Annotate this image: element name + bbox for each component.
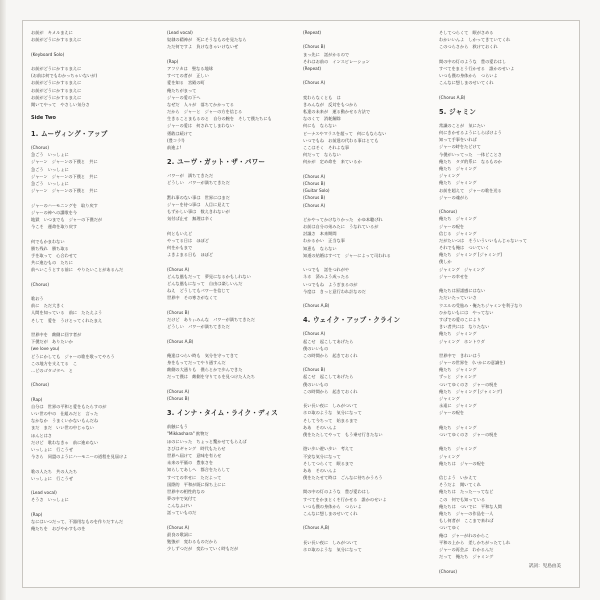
- lyric-line: 知道の結婚はすべて ジャーによって司われる: [303, 252, 391, 258]
- lyric-line: (Chorus A): [167, 524, 190, 530]
- lyric-line: どんな風もだって 夢見になるかもしれない: [167, 273, 251, 279]
- lyric-line: (Chorus): [31, 382, 49, 388]
- line-gap: [167, 223, 285, 230]
- lyric-line: だけど ありぃみんな パワーが満ちてきただ: [167, 316, 255, 322]
- line-gap: [31, 388, 149, 395]
- lyric-line: 僕しか: [439, 259, 452, 265]
- lyric-line: 急ごう いっしょに: [31, 152, 69, 158]
- line-gap: [439, 417, 557, 424]
- song-title: 3. インナ・タイム・ライク・ディス: [167, 409, 278, 418]
- lyric-line: ウエルの受胎み・俺たちジャミンを利子なり: [439, 302, 523, 308]
- lyric-line: どうしい パワーが満ちてきただ: [167, 324, 230, 330]
- line-gap: [303, 517, 421, 524]
- lyric-line: ジャーのハーモニングを 取り戻す: [31, 202, 98, 208]
- lyric-line: ここはそく それよな事: [303, 145, 350, 150]
- lyric-line: ひかないもには やってない: [439, 309, 494, 315]
- lyric-line: いつでも 話をつれがや: [303, 267, 350, 273]
- lyric-line: だがたいつは そういういいもんじゃないって: [439, 237, 527, 243]
- lyric-line: 俺たち ジャミング: [439, 424, 477, 430]
- lyrics-column-4: [439, 29, 557, 575]
- lyric-line: ついてゆく: [439, 525, 460, 531]
- lyric-line: お前がどうにかするまえに: [31, 37, 82, 43]
- lyric-line: そしてつらくて 眠がさめる: [439, 30, 494, 35]
- lyric-line: 何かが 定め命を 来ているか: [303, 159, 362, 165]
- lyric-line: 俺たち ジャミング: [439, 216, 477, 222]
- lyric-line: いい世の中の 仕組みだと 言った: [31, 411, 99, 416]
- lyric-line: 手を取って 心合わせて: [31, 252, 78, 258]
- lyric-line: 俺たち ジャミング: [439, 446, 477, 452]
- lyric-line: わかるかい 正当な事: [303, 238, 345, 244]
- lyric-line: お前がどうにかするまえに: [31, 94, 82, 100]
- lyric-line: 何でもかまわない: [31, 238, 65, 244]
- lyric-line: (Repeat): [303, 65, 322, 71]
- line-gap: [303, 166, 421, 173]
- lyric-line: 俺たちを おびやかすものを: [31, 526, 86, 531]
- lyric-line: そして 愛を うけとってくれたまえ: [31, 317, 103, 323]
- lyric-line: このつらさから 救けておくれ: [439, 44, 498, 50]
- lyric-line: 未来の平価の 豊家さを: [167, 460, 214, 466]
- lyric-line: すばでの愛のこにより: [439, 316, 481, 322]
- lyric-line: 身をもってだってやり通すんだ: [167, 360, 226, 366]
- lyric-line: ジャーの呪を: [439, 223, 465, 229]
- lyric-line: さびはギャング 時代もたらせ: [167, 445, 226, 451]
- lyric-line: お前がどうにかするまえに: [31, 80, 82, 86]
- lyric-line: なかなか うまくいかないもんだね: [31, 418, 99, 424]
- lyric-line: ジャーを待つ事は 人目に見えて: [167, 201, 230, 207]
- lyric-line: だけど 歌わなきゃ 前に進めない: [31, 439, 99, 445]
- lyric-line: 前に ただ大きく: [31, 303, 65, 309]
- song-title: 2. ユーヴ・ガット・ザ・パワー: [167, 158, 266, 167]
- lyric-line: 世界中の相性的なの: [167, 488, 205, 494]
- lyric-line: なにはいつだって、不器用なものを作りだすんだ: [31, 518, 124, 524]
- lyric-line: ねえ どうしてもパワーを信じて: [167, 288, 230, 294]
- lyric-line: 不安な気分になって: [303, 453, 341, 459]
- lyric-line: 今度は きっと意行われ計なのだ: [303, 288, 366, 294]
- lyric-line: ジャミング: [439, 453, 460, 459]
- line-gap: [31, 460, 149, 467]
- lyric-line: 知って手事をいれば: [439, 137, 477, 143]
- lyric-line: 長い長い夜に しみがついて: [303, 403, 358, 409]
- lyric-line: ジャーの愛の下へ: [167, 94, 201, 100]
- lyric-line: ジャーの愛は 何されてしまわない: [167, 123, 234, 129]
- lyric-line: ピーナスやマラスを超って 何にもならない: [303, 130, 387, 136]
- line-gap: [31, 288, 149, 295]
- line-gap: [303, 359, 421, 366]
- lyric-line: ずっと ジャミング: [439, 374, 477, 380]
- lyric-line: 僕をたたしてやって もう乗せ行きたない: [303, 431, 383, 437]
- lyric-line: 下僕だが ありたいか: [31, 339, 73, 345]
- line-gap: [167, 51, 285, 58]
- line-gap: [167, 302, 285, 309]
- lyric-line: 気付ば止せ 無理は辛く: [167, 216, 214, 222]
- lyric-line: 歌の人たち 共の人たち: [31, 468, 78, 474]
- lyric-line: (Chorus B): [167, 396, 190, 401]
- lyric-line: 俺たち ジャミング [ジャミング]: [439, 252, 502, 258]
- lyric-line: ジャミング ホントウダ: [439, 338, 485, 344]
- lyric-line: どかやってかけなりかった かゆ本聴げれ: [303, 216, 383, 222]
- lyric-line: 愛を知る 宮殿の町: [167, 80, 205, 86]
- line-gap: [31, 482, 149, 489]
- lyric-line: そしてつらくて 眠るまで: [303, 460, 354, 466]
- line-gap: [303, 36, 421, 43]
- lyric-line: なのくて 消耗解除: [303, 116, 341, 122]
- lyric-line: いつも僕の身体から つらいよ: [439, 73, 498, 79]
- lyric-line: よきよまる日も ほぼど: [167, 252, 214, 258]
- lyric-line: 俺たち ジャミング: [439, 166, 477, 171]
- lyric-line: なぜだ 人々が 落ちてかかってる: [167, 101, 234, 107]
- lyric-line: 知らしてあしへ 都合をたらして: [167, 467, 230, 473]
- line-gap: [439, 201, 557, 208]
- lyric-line: (Chorus A): [167, 266, 190, 272]
- lyric-line: 人間を知っている 前に たたえよう: [31, 310, 103, 316]
- lyric-line: 国際的 平和が既に保ち上にに: [167, 481, 226, 487]
- lyric-line: すべてをまとう行かせる 誰かのせいよ: [439, 65, 515, 71]
- lyric-line: ジャミング: [439, 173, 460, 179]
- lyric-line: すべての幸せに ただよって: [167, 474, 222, 480]
- lyric-line: 最良の歌詞に: [167, 532, 193, 537]
- lyric-line: 変わらなくとも は: [303, 94, 341, 100]
- lyric-line: (Chorus A,B): [167, 338, 194, 344]
- line-gap: [303, 72, 421, 79]
- lyric-line: ほんとはさ: [31, 432, 52, 438]
- lyric-line: 勇敢は続けて: [167, 130, 193, 136]
- lyric-line: ジャーの時をたどけて: [439, 144, 481, 150]
- lyric-line: 俺たちがまって: [167, 87, 197, 93]
- lyric-line: 討議さ 本来期間: [303, 231, 337, 237]
- line-gap: [167, 258, 285, 265]
- lyric-line: きみんなが 反対をもつから: [303, 101, 358, 107]
- lyric-line: 間の中の灯のような 豊び愛わはし: [303, 489, 371, 495]
- lyrics-sheet: [22, 20, 580, 588]
- lyric-line: どうにかしても ジャーの歌を歌ってやろう: [31, 353, 115, 359]
- lyric-line: 俺達はつらい時も 気分を守ってきて: [167, 352, 239, 358]
- side-label: Side Two: [31, 115, 56, 122]
- lyric-line: 平和の上から 差しかちがったてしれ: [439, 539, 511, 545]
- lyric-line: ジャーの魂がら: [439, 194, 469, 200]
- lyric-line: こんなふけい: [167, 503, 193, 509]
- lyric-line: お前は自分の弟みたに うなれているが: [303, 224, 379, 230]
- lyric-line: 世界中 その寒さがなくて: [167, 295, 218, 301]
- lyric-line: (Chorus A): [303, 173, 326, 179]
- lyric-line: お前がどうにかするまえに: [31, 65, 82, 71]
- lyric-line: (Chorus B): [303, 180, 326, 186]
- lyric-line: 世界中で きれいはう: [439, 352, 481, 358]
- lyric-line: (Chorus B): [303, 44, 326, 50]
- lyric-line: ほのにいった ちょっと驚かせてもらえば: [167, 438, 247, 444]
- lyric-line: 長い長い夜に しみがついて: [303, 539, 358, 545]
- lyric-line: (Chorus): [31, 281, 49, 287]
- lyric-line: やってる日は ほぼど: [167, 237, 209, 243]
- lyric-line: 共に進むもの たちに: [31, 260, 73, 266]
- lyric-line: 黙れ事のない事は 世界にはまだ: [167, 194, 230, 200]
- lyric-line: 俺たち タダ的系に なるものか: [439, 158, 502, 164]
- line-gap: [31, 273, 149, 280]
- lyric-line: ジャーン ジャーンの下僕と 共に: [31, 188, 98, 194]
- line-gap: [303, 295, 421, 302]
- lyric-line: ジャーの神への讃歌を今: [31, 209, 77, 215]
- lyric-line: 俺は ジャーがれのからこ: [439, 532, 490, 538]
- lyric-line: 話っていものだ: [167, 510, 197, 516]
- line-gap: [31, 374, 149, 381]
- line-gap: [303, 209, 421, 216]
- line-gap: [303, 438, 421, 445]
- lyric-line: ホロ取のような 気分になって: [303, 546, 362, 552]
- lyric-line: そうさ いっしょに: [31, 497, 69, 503]
- lyric-line: ただいたっていいさ: [439, 295, 477, 301]
- lyric-line: 自分は 世界の平和と愛をもたらすのが: [31, 403, 107, 409]
- lyric-line: ジャミング: [439, 396, 460, 401]
- lyric-line: 信じる ジャミング: [439, 230, 477, 236]
- lyric-line: すべてをかまとくそ行かせる 誰かのせいよ: [303, 496, 387, 502]
- lyric-line: ついてゆくのさ ジャーの呪を: [439, 431, 498, 437]
- lyric-line: 急ごう いっしょに: [31, 166, 69, 172]
- lyric-line: ホロ取のような 気分になって: [303, 410, 362, 416]
- lyric-line: 俺たちは ジャーの呪を: [439, 460, 485, 466]
- lyric-line: (Chorus A,B): [303, 525, 330, 531]
- lyric-line: (Chorus A,B): [303, 303, 330, 309]
- lyric-line: わかいいんよ しかってきていてくれ: [439, 37, 511, 43]
- lyric-line: 永遠に ジャミング: [439, 403, 477, 409]
- lyric-line: ジャーン ジャーンの下僕と 共に: [31, 159, 98, 165]
- lyric-line: この時間から 起きておくれ: [303, 352, 358, 358]
- line-gap: [167, 517, 285, 524]
- lyric-line: 勝ち残れ 勝ち取る: [31, 245, 69, 251]
- lyric-line: それはお前の インスピレーション: [303, 58, 370, 64]
- lyric-line: (Guitar Solo): [303, 188, 330, 194]
- lyric-line: この 何でも知っている: [439, 496, 486, 502]
- lyric-line: 世界へ届けて 意味を有らせ: [167, 452, 222, 458]
- lyric-line: ジャーの呪を: [439, 410, 465, 416]
- lyric-line: 今こそ 運命を取り戻す: [31, 224, 78, 230]
- lyric-line: 俺たちは たったーってなど: [439, 489, 494, 495]
- lyric-line: いつも僕の身体から つらいよ: [303, 503, 362, 509]
- lyric-line: ああ そのいんよ: [303, 424, 337, 430]
- lyric-line: 僕のいいもの: [303, 345, 329, 351]
- lyric-line: 何にきかせるようにしらばけよう: [439, 130, 502, 136]
- lyric-line: 起こせ 起こしてあげたら: [303, 338, 354, 344]
- lyric-line: (Lead vocal): [167, 30, 193, 35]
- lyric-line: 起こせ 起こしてあげたら: [303, 374, 354, 380]
- lyric-line: ああ そのいんよ: [303, 467, 337, 473]
- lyrics-column-3: [303, 29, 421, 553]
- lyric-line: ネホ 済みよう成ったる: [303, 274, 350, 280]
- lyric-line: ジャーの世界を (いかにの意識を): [439, 360, 505, 366]
- line-gap: [303, 532, 421, 539]
- lyric-line: (Rap): [167, 58, 179, 64]
- lyric-line: お前がどうにかするまえに: [31, 87, 82, 93]
- lyric-line: ジャーの幸せを: [439, 273, 469, 279]
- lyric-line: もずかしい事は 数えきれないが: [167, 209, 230, 215]
- line-gap: [167, 187, 285, 194]
- lyrics-column-2: [167, 29, 285, 553]
- page-spine-shadow: [0, 0, 6, 600]
- line-gap: [31, 324, 149, 331]
- lyric-line: パワーが 満ちてきただ: [167, 173, 214, 179]
- lyric-line: 夢の中で気付て: [167, 496, 197, 502]
- lyric-line: (we love you): [31, 346, 60, 352]
- lyric-line: 間の中の灯のような 豊の愛わはし: [439, 58, 507, 64]
- lyric-line: こんなに想しまのせいてくれ: [439, 80, 494, 86]
- line-gap: [31, 194, 149, 201]
- lyric-line: 遊い歩い遊い歩い 考えて: [303, 446, 354, 452]
- lyric-line: 私達の未来が 運る動かせる方法で: [303, 109, 371, 115]
- song-title: 4. ウェイク・アップ・クライン: [303, 316, 401, 325]
- lyric-line: 今僕がいってった 一体どことさ: [439, 151, 502, 157]
- lyric-line: こんなに想しまのせいてくれ: [303, 511, 358, 516]
- lyric-line: いっしょに 行こうぜ: [31, 475, 73, 481]
- lyric-line: 俺たちは ついでに 平和な人間: [439, 503, 502, 509]
- lyric-line: (Chorus B): [303, 195, 326, 201]
- line-gap: [303, 259, 421, 266]
- lyric-line: アフリカは 聖なる地球: [167, 65, 213, 71]
- lyric-line: この地方を支えてる こ: [31, 360, 78, 366]
- song-title: 5. ジャミン: [439, 107, 477, 116]
- lyric-line: 何だって ならない: [303, 152, 341, 158]
- line-gap: [439, 87, 557, 94]
- lyric-line: まだ まだ いい世の中じゃない: [31, 425, 94, 431]
- lyric-line: 俺たち ジャミング: [439, 331, 477, 337]
- lyric-line: 生きることまもるのと 自分の腕を そして僕たちにも: [167, 116, 272, 122]
- lyric-line: 何をかもまで: [167, 245, 193, 251]
- line-gap: [303, 481, 421, 488]
- lyric-line: それでも俺は ついていく: [439, 245, 490, 251]
- lyric-line: いっしょに 行こうぜ: [31, 446, 73, 452]
- lyric-line: 知恵も ならない: [303, 245, 337, 251]
- lyric-line: "Mikkashara" 飲物だ: [167, 431, 209, 437]
- lyric-line: (Chorus A): [167, 388, 190, 394]
- lyric-line: そうだよ 聞いてくれ: [439, 482, 481, 488]
- lyric-line: (Chorus): [31, 145, 49, 151]
- lyric-line: ついてゆくのさ ジャーの呪を: [439, 381, 498, 387]
- lyric-line: 前触にもう: [167, 424, 188, 430]
- lyric-line: この時間から 起きておくれ: [303, 388, 358, 394]
- line-gap: [167, 330, 285, 337]
- lyric-line: だから ジャーと ジャーの方を信じる: [167, 109, 243, 115]
- lyric-line: ジャミング ジャミング: [439, 266, 485, 272]
- lyric-line: 俺たち ジャミング: [439, 367, 477, 373]
- lyric-line: 急ごう いっしょに: [31, 181, 69, 186]
- lyric-line: そして今ちって 始まるまで: [303, 417, 358, 423]
- lyric-line: 俺たち ジャーの作品を一人: [439, 511, 494, 516]
- lyric-line: (Chorus A): [303, 331, 326, 337]
- lyric-line: 聞いてやって やさしい気分さ: [31, 101, 90, 107]
- lyric-line: 地獄 いつまでも ジャーの下僕だが: [31, 216, 103, 222]
- lyric-line: 僕のいいもの: [303, 381, 329, 387]
- lyric-line: 歌おう: [31, 296, 44, 301]
- lyric-line: いつでもね ようぎまるのが: [303, 281, 358, 287]
- lyric-line: (Chorus A,B): [439, 94, 466, 100]
- lyric-line: いつでもね お前達の代わる事はとても: [303, 137, 379, 143]
- lyric-line: 俺たちは原諾感にはない: [439, 288, 486, 294]
- lyric-line: (Chorus): [439, 209, 457, 215]
- line-gap: [167, 345, 285, 352]
- song-title: 1. ムーヴィング・アップ: [31, 130, 108, 139]
- lyric-line: まっ先に 話がかるので: [303, 51, 350, 57]
- lyric-line: (お前は何でもわかっちゃいないが): [31, 73, 98, 79]
- lyric-line: 俺たち ジャミング [ジャミング]: [439, 388, 502, 394]
- lyric-line: ジャーの再会ぶ わかるんだ: [439, 546, 494, 552]
- lyric-line: 奴隷の精神が 死にそうなものを見たなら: [167, 37, 247, 43]
- lyric-line: 何ともいえど: [167, 230, 193, 236]
- lyric-line: (Keyboard Solo): [31, 51, 65, 57]
- lyric-line: 今さら 同盟のようにハーモニーの道程を見届けよ: [31, 454, 128, 460]
- line-gap: [439, 467, 557, 474]
- lyric-line: (豊コラ!): [167, 137, 185, 143]
- lyric-line: 前へいこうとする前に やりたいことがあるんだ: [31, 267, 124, 273]
- line-gap: [31, 230, 149, 237]
- lyrics-column-1: [31, 29, 149, 532]
- lyric-line: だって 俺たち ジャミング: [439, 554, 494, 560]
- lyric-line: どんな風もになって 自由は楽しいんだ: [167, 281, 243, 286]
- line-gap: [439, 345, 557, 352]
- lyric-line: 何にも ならない: [303, 123, 337, 129]
- lyric-line: もし何者が ここまで来れば: [439, 518, 494, 524]
- lyric-line: お前が キメルまえに: [31, 30, 73, 35]
- lyric-line: (Lead vocal): [31, 490, 57, 496]
- line-gap: [439, 438, 557, 445]
- line-gap: [31, 58, 149, 65]
- lyric-line: (Rap): [31, 511, 43, 517]
- lyric-line: 僕をたたせて時は ごんなに待ちかうろう: [303, 475, 383, 481]
- line-gap: [303, 395, 421, 402]
- line-gap: [167, 381, 285, 388]
- lyric-line: …どのゴタゴタへ と: [31, 367, 73, 373]
- line-gap: [31, 503, 149, 510]
- lyric-line: 世界中を 敵側に回す者が: [31, 331, 82, 337]
- line-gap: [439, 51, 557, 58]
- lyric-line: ただ何ですよ 負けなきゃいけないぜ: [167, 44, 239, 50]
- lyric-line: 常識のことが 気にたい: [439, 122, 486, 128]
- lyric-line: きい者共には なりたない: [439, 324, 490, 330]
- lyric-line: 敵側の大通りも 僕らとかで歩んできた: [167, 367, 243, 373]
- translator-credit: 訳詞：児島由美: [528, 564, 561, 569]
- lyric-line: (Repeat): [303, 30, 322, 35]
- lyric-line: 前進よ!: [167, 145, 182, 150]
- lyric-line: (Chorus A): [303, 202, 326, 208]
- lyric-line: どうしい パワーが満ちてきただ: [167, 180, 230, 186]
- lyric-line: (Chorus B): [167, 309, 190, 315]
- lyric-line: (Chorus A): [303, 80, 326, 86]
- lyric-line: 少しずつだが 変わっていく時もだが: [167, 546, 239, 552]
- lyric-line: だって僕は 敵側を守りてるを見つけた人たち: [167, 374, 255, 380]
- line-gap: [31, 43, 149, 50]
- lyric-line: ジャーン ジャーンの下僕と 共に: [31, 173, 98, 179]
- lyric-line: (Chorus B): [303, 367, 326, 373]
- lyric-line: お前を超えて ジャーの歌を送る: [439, 187, 502, 193]
- lyric-line: 勉強が 変わるものだから: [167, 539, 218, 545]
- line-gap: [439, 280, 557, 287]
- lyric-line: 信じよう いかえて: [439, 475, 477, 481]
- lyric-line: (Rap): [31, 396, 43, 402]
- lyric-line: 俺たち ジャミング: [439, 180, 477, 186]
- lyric-line: (Chorus): [439, 568, 457, 574]
- lyric-line: すべての者が 正しい: [167, 73, 209, 79]
- line-gap: [303, 87, 421, 94]
